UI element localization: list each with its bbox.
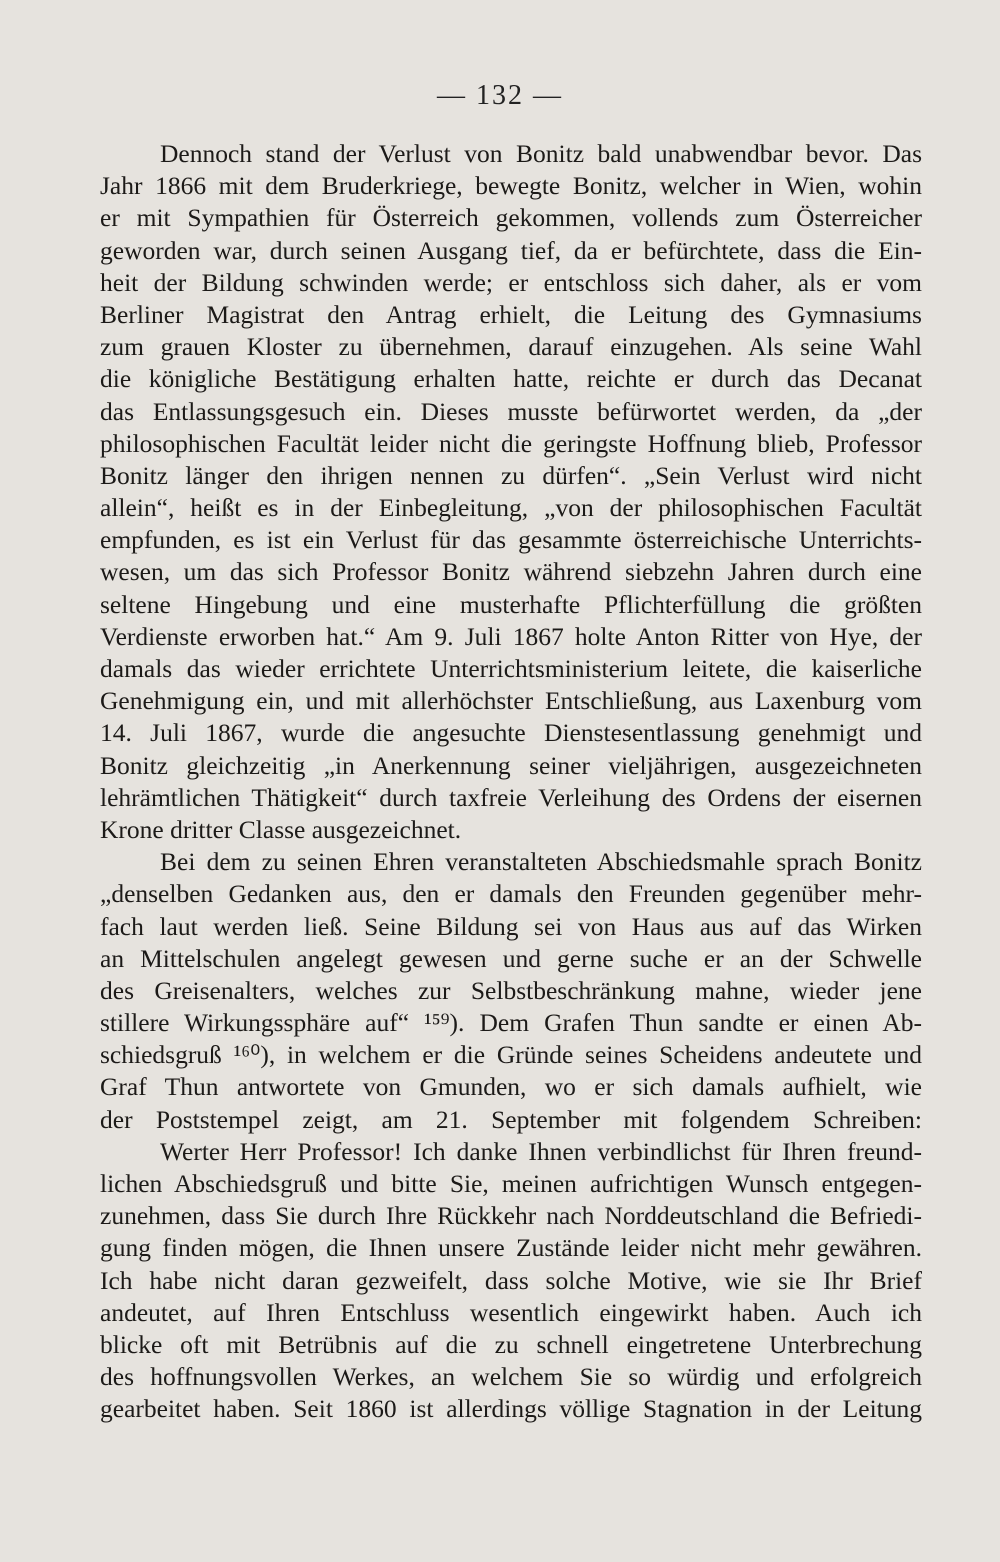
text-line: lichen Abschiedsgruß und bitte Sie, meinen aufrichtigen Wunsch entgegen-	[100, 1169, 922, 1198]
text-line: blicke oft mit Betrübnis auf die zu schnell eingetretene Unterbrechung	[100, 1329, 922, 1359]
text-line: Jahr 1866 mit dem Bruderkriege, bewegte Bonitz, welcher in Wien, wohin	[100, 171, 922, 201]
text-line: philosophischen Facultät leider nicht die geringste Hoffnung blieb, Professor	[100, 428, 922, 458]
text-line: gung finden mögen, die Ihnen unsere Zustände leider nicht mehr gewähren.	[100, 1233, 922, 1263]
text-line: Krone dritter Classe ausgezeichnet.	[100, 814, 462, 844]
text-line: wesen, um das sich Professor Bonitz während siebzehn Jahren durch eine	[100, 557, 922, 587]
text-line: schiedsgruß ¹⁶⁰), in welchem er die Gründe seines Scheidens andeutete und	[100, 1040, 922, 1070]
text-line: Berliner Magistrat den Antrag erhielt, die Leitung des Gymnasiums	[100, 299, 922, 329]
text-line: Bonitz gleichzeitig „in Anerkennung seiner vieljährigen, ausgezeichneten	[100, 750, 922, 780]
text-line: Graf Thun antwortete von Gmunden, wo er sich damals aufhielt, wie	[100, 1072, 922, 1102]
text-line: gearbeitet haben. Seit 1860 ist allerdings völlige Stagnation in der Leitung	[100, 1394, 922, 1424]
text-line: er mit Sympathien für Österreich gekommen, vollends zum Österreicher	[100, 203, 922, 233]
text-line: die königliche Bestätigung erhalten hatte, reichte er durch das Decanat	[100, 364, 922, 394]
text-line: des Greisenalters, welches zur Selbstbeschränkung mahne, wieder jene	[100, 975, 922, 1005]
text-line: heit der Bildung schwinden werde; er entschloss sich daher, als er vom	[100, 267, 922, 297]
text-line: fach laut werden ließ. Seine Bildung sei von Haus aus auf das Wirken	[100, 911, 922, 941]
text-line: Bei dem zu seinen Ehren veranstalteten Abschiedsmahle sprach Bonitz	[160, 847, 922, 877]
page-number: — 132 —	[437, 80, 563, 111]
text-line: lehrämtlichen Thätigkeit“ durch taxfreie Verleihung des Ordens der eisernen	[100, 782, 922, 812]
text-line: Verdienste erworben hat.“ Am 9. Juli 1867 holte Anton Ritter von Hye, der	[100, 621, 922, 651]
text-line: Genehmigung ein, und mit allerhöchster Entschließung, aus Laxenburg vom	[100, 686, 922, 716]
text-line: allein“, heißt es in der Einbegleitung, „von der philosophischen Facultät	[100, 493, 922, 523]
text-line: des hoffnungsvollen Werkes, an welchem Sie so würdig und erfolgreich	[100, 1362, 922, 1392]
body-text	[100, 138, 922, 1426]
text-line: der Poststempel zeigt, am 21. September mit folgendem Schreiben:	[100, 1104, 922, 1134]
text-line: Dennoch stand der Verlust von Bonitz bald unabwendbar bevor. Das	[160, 139, 922, 168]
text-line: stillere Wirkungssphäre auf“ ¹⁵⁹). Dem Grafen Thun sandte er einen Ab-	[100, 1008, 922, 1038]
text-line: geworden war, durch seinen Ausgang tief, da er befürchtete, dass die Ein-	[100, 235, 922, 265]
text-line: andeutet, auf Ihren Entschluss wesentlich eingewirkt haben. Auch ich	[100, 1297, 922, 1327]
text-line: empfunden, es ist ein Verlust für das gesammte österreichische Unterrichts-	[100, 525, 922, 555]
text-line: zum grauen Kloster zu übernehmen, darauf einzugehen. Als seine Wahl	[100, 332, 922, 362]
text-line: Ich habe nicht daran gezweifelt, dass solche Motive, wie sie Ihr Brief	[100, 1265, 922, 1295]
text-line: an Mittelschulen angelegt gewesen und gerne suche er an der Schwelle	[100, 943, 922, 973]
text-line: Werter Herr Professor! Ich danke Ihnen verbindlichst für Ihren freund-	[160, 1136, 922, 1166]
text-line: das Entlassungsgesuch ein. Dieses musste befürwortet werden, da „der	[100, 396, 922, 426]
text-line: Bonitz länger den ihrigen nennen zu dürfen“. „Sein Verlust wird nicht	[100, 460, 922, 490]
text-line: „denselben Gedanken aus, den er damals den Freunden gegenüber mehr-	[100, 879, 922, 909]
text-line: damals das wieder errichtete Unterrichtsministerium leitete, die kaiserliche	[100, 654, 922, 683]
text-line: seltene Hingebung und eine musterhafte Pflichterfüllung die größten	[100, 589, 922, 619]
text-line: zunehmen, dass Sie durch Ihre Rückkehr nach Norddeutschland die Befriedi-	[100, 1201, 922, 1231]
text-line: 14. Juli 1867, wurde die angesuchte Dienstesentlassung genehmigt und	[100, 718, 922, 748]
